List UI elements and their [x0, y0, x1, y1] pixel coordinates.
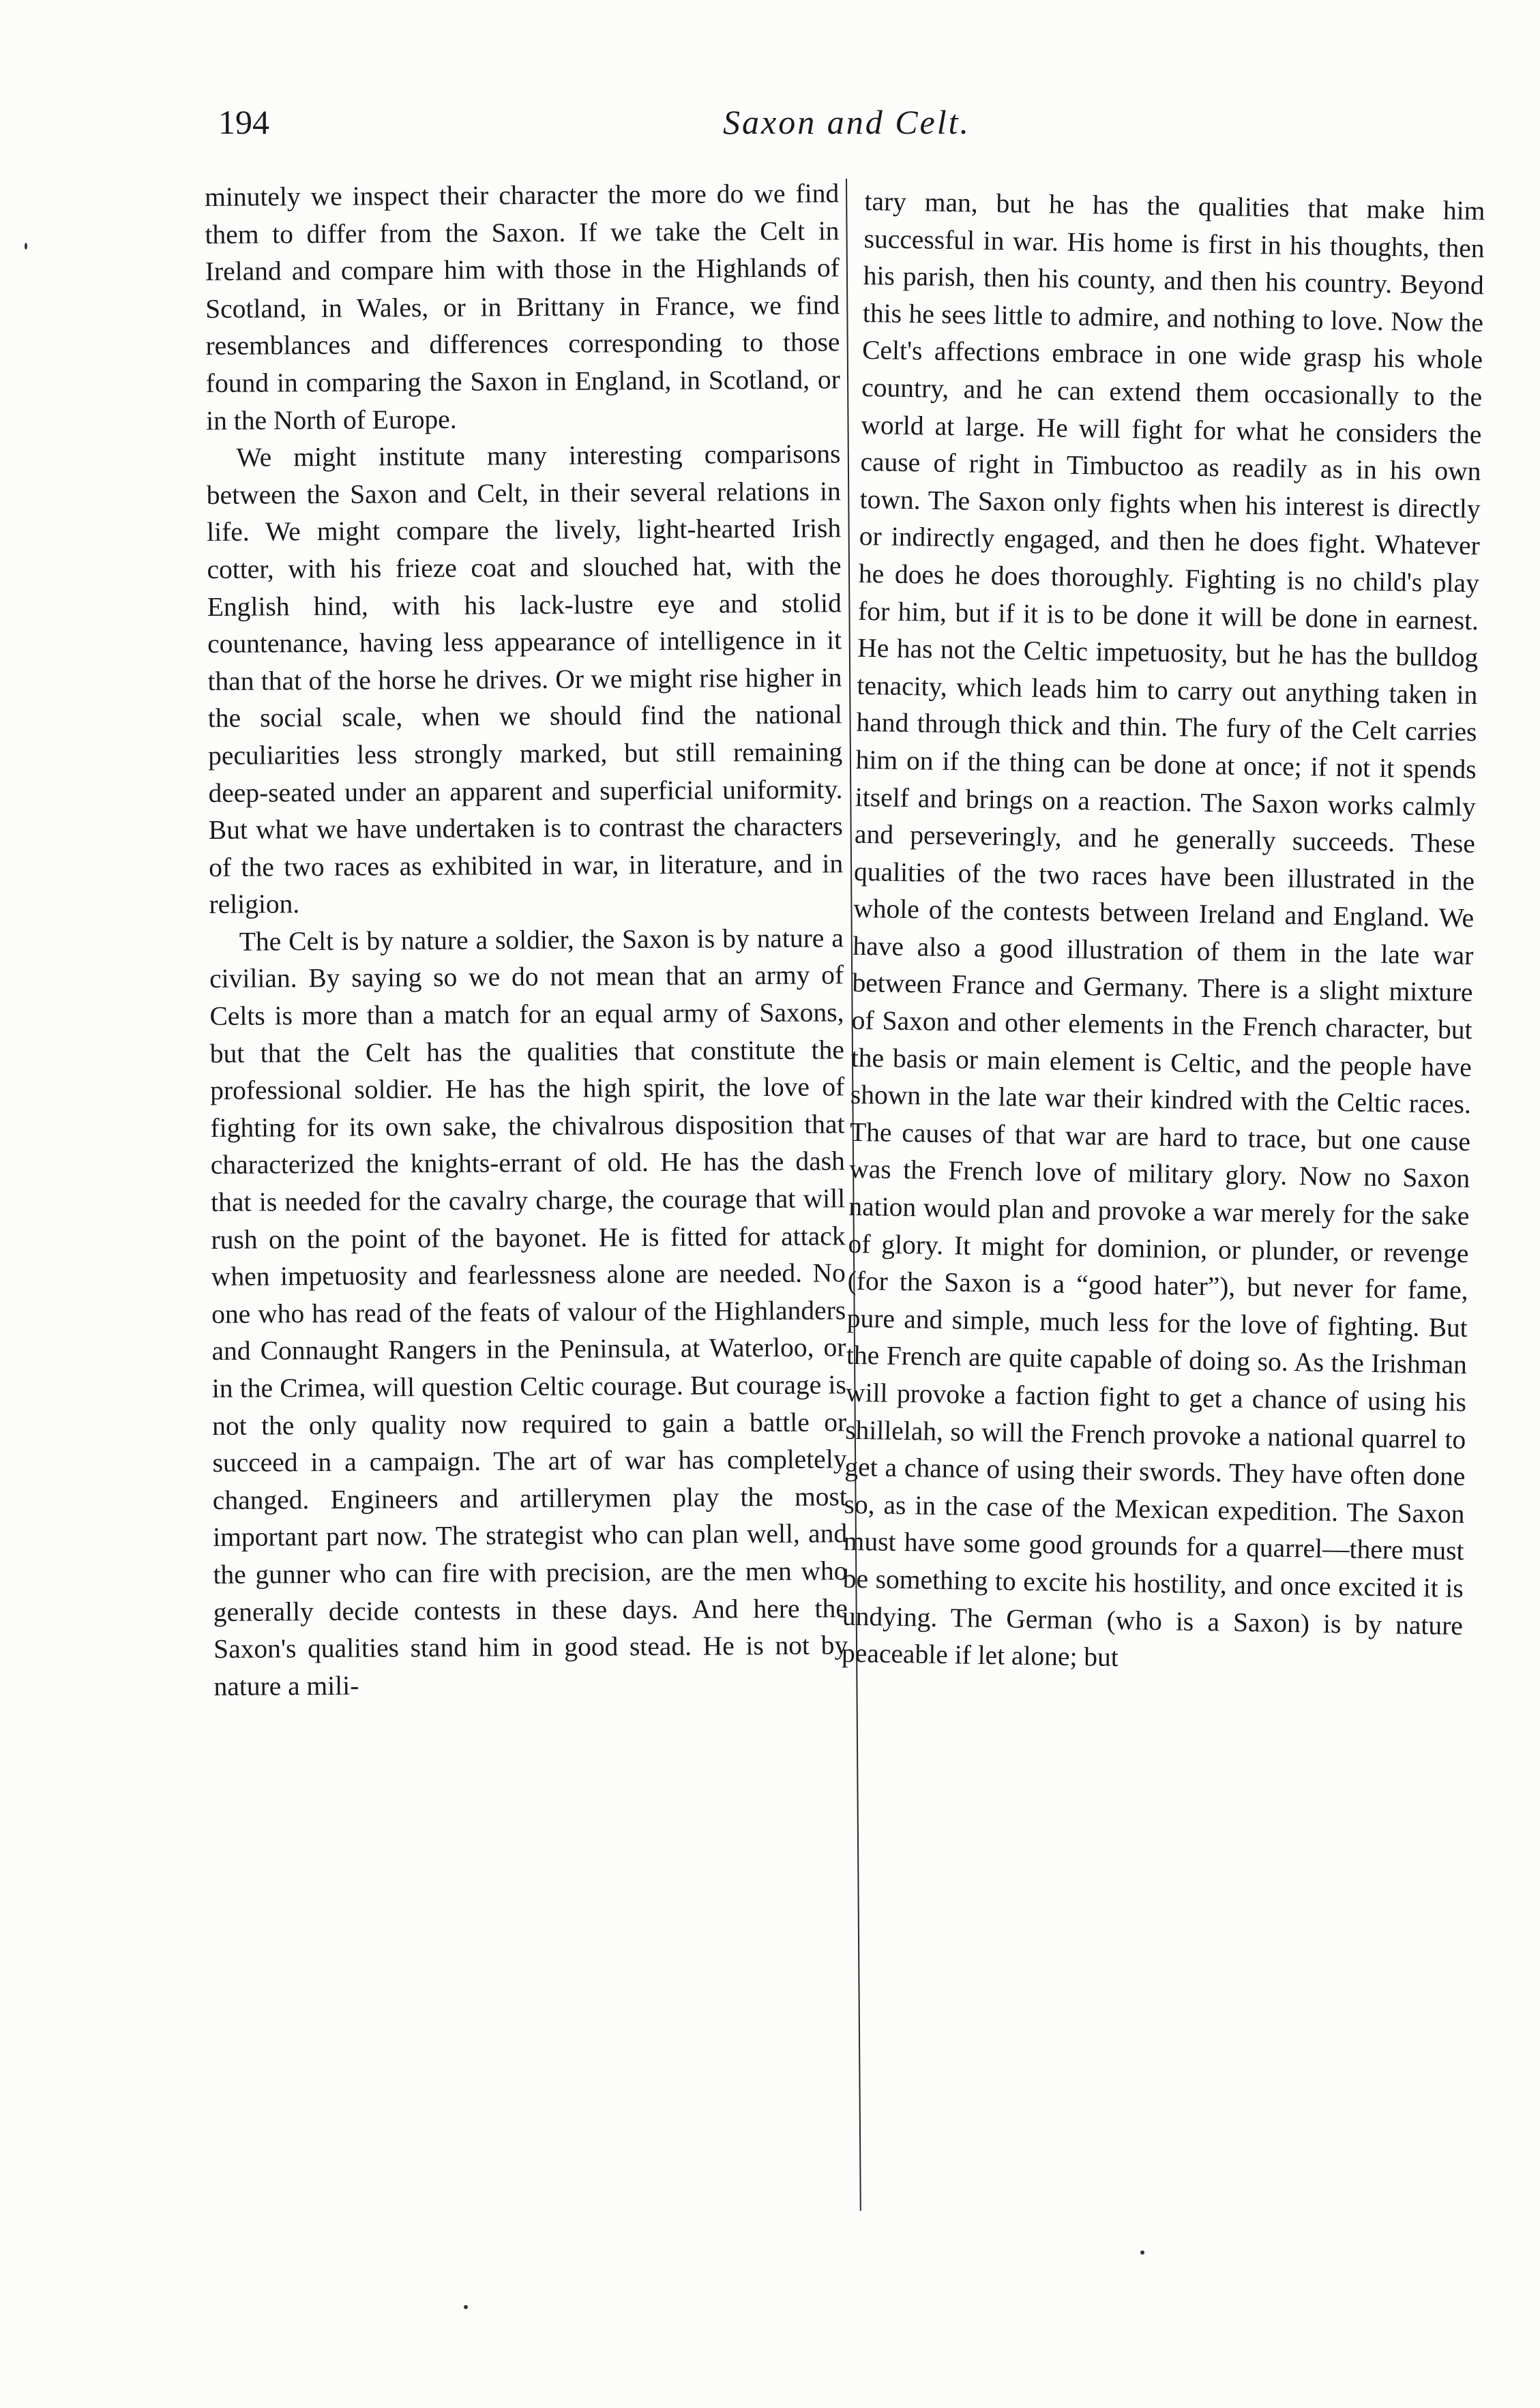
- ink-speck: [464, 2305, 468, 2309]
- right-column: [842, 183, 1485, 1682]
- running-head: Saxon and Celt.: [723, 103, 971, 141]
- ink-speck: [1140, 2250, 1144, 2255]
- paragraph: We might institute many interesting comparisons between the Saxon and Celt, in their several relations in life. We might compare the lively, light-hearted Irish cotter, with his frieze coat and slouched hat, with the English hind, with his lack-lustre eye and stolid countenance, having less appearance of intelligence in it than that of the horse he drives. Or we might rise higher in the social scale, when we should find the national peculiarities less strongly marked, but still remaining deep-seated under an apparent and superficial uniformity. But what we have undertaken is to contrast the characters of the two races as exhibited in war, in literature, and in religion.: [206, 439, 844, 920]
- paragraph: minutely we inspect their character the more do we find them to differ from the Saxon. If we take the Celt in Ireland and compare him with those in the Highlands of Scotland, in Wales, or in Brittany in France, we find resemblances and differences corresponding to those found in comparing the Saxon in England, in Scotland, or in the North of Europe.: [205, 178, 840, 436]
- page-header: [218, 102, 1350, 157]
- page-number: 194: [218, 103, 269, 141]
- left-column: [205, 175, 848, 1705]
- ink-speck: [25, 243, 27, 250]
- paragraph: tary man, but he has the qualities that make him successful in war. His home is first in his thoughts, then his parish, then his county, and then his country. Beyond this he sees little to admire, and nothing to love. Now the Celt's affections embrace in one wide grasp his whole country, and he can extend them occasionally to the world at large. He will fight for what he considers the cause of right in Timbuctoo as readily as in his own town. The Saxon only fights when his interest is directly or indirectly engaged, and then he does fight. Whatever he does he does thoroughly. Fighting is no child's play for him, but if it is to be done it will be done in earnest. He has not the Celtic impetuosity, but he has the bulldog tenacity, which leads him to carry out anything taken in hand through thick and thin. The fury of the Celt carries him on if the thing can be done at once; if not it spends itself and brings on a reaction. The Saxon works calmly and perseveringly, and he generally succeeds. These qualities of the two races have been illustrated in the whole of the contests between Ireland and England. We have also a good illustration of them in the late war between France and Germany. There is a slight mixture of Saxon and other elements in the French character, but the basis or main element is Celtic, and the people have shown in the late war their kindred with the Celtic races. The causes of that war are hard to trace, but one cause was the French love of military glory. Now no Saxon nation would plan and provoke a war merely for the sake of glory. It might for dominion, or plunder, or revenge (for the Saxon is a “good hater”), but never for fame, pure and simple, much less for the love of fighting. But the French are quite capable of doing so. As the Irishman will provoke a faction fight to get a chance of using his shillelah, so will the French provoke a national quarrel to get a chance of using their swords. They have often done so, as in the case of the Mexican expedition. The Saxon must have some good grounds for a quarrel—there must be something to excite his hostility, and once excited it is undying. The German (who is a Saxon) is by nature peaceable if let alone; but: [841, 185, 1485, 1673]
- paragraph: The Celt is by nature a soldier, the Saxon is by nature a civilian. By saying so we do not mean that an army of Celts is more than a match for an equal army of Saxons, but that the Celt has the qualities that constitute the professional soldier. He has the high spirit, the love of fighting for its own sake, the chivalrous disposition that characterized the knights-errant of old. He has the dash that is needed for the cavalry charge, the courage that will rush on the point of the bayonet. He is fitted for attack when impetuosity and fearlessness alone are needed. No one who has read of the feats of valour of the Highlanders and Connaught Rangers in the Peninsula, at Waterloo, or in the Crimea, will question Celtic courage. But courage is not the only quality now required to gain a battle or succeed in a campaign. The art of war has completely changed. Engineers and artillerymen play the most important part now. The strategist who can plan well, and the gunner who can fire with precision, are the men who generally decide contests in these days. And here the Saxon's qualities stand him in good stead. He is not by nature a mili-: [209, 923, 848, 1701]
